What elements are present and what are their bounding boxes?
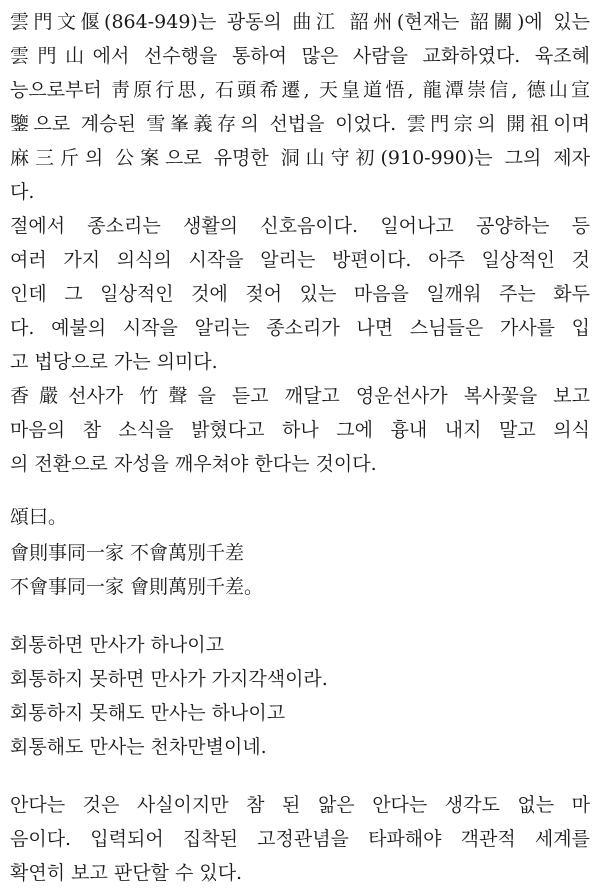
text-line: 다. bbox=[10, 181, 35, 203]
text-line: 여러 가지 의식의 시작을 알리는 방편이다. 아주 일상적인 것 bbox=[10, 249, 590, 271]
text-line: 雲門文偃(864-949)는 광동의 曲江 韶州(현재는 韶關)에 있는 bbox=[10, 11, 590, 33]
verse-translation-line: 회통하지 못하면 만사가 가지각색이라. bbox=[10, 668, 328, 690]
text-line: 의 전환으로 자성을 깨우쳐야 한다는 것이다. bbox=[10, 453, 377, 475]
verse-line: 會則事同一家 不會萬別千差 bbox=[10, 542, 245, 564]
verse-line: 不會事同一家 會則萬別千差。 bbox=[10, 576, 264, 598]
text-line: 다. 예불의 시작을 알리는 종소리가 나면 스님들은 가사를 입 bbox=[10, 317, 590, 339]
verse-translation-line: 회통하면 만사가 하나이고 bbox=[10, 634, 224, 656]
text-line: 香嚴선사가 竹聲을 듣고 깨달고 영운선사가 복사꽃을 보고 bbox=[10, 385, 590, 407]
text-line: 인데 그 일상적인 것에 젖어 있는 마음을 일깨워 주는 화두 bbox=[10, 283, 590, 305]
text-line: 능으로부터 靑原行思, 石頭希遷, 天皇道悟, 龍潭崇信, 德山宣 bbox=[10, 79, 590, 101]
text-line: 鑒으로 계승된 雪峯義存의 선법을 이었다. 雲門宗의 開祖이며 bbox=[10, 113, 590, 135]
text-line: 마음의 참 소식을 밝혔다고 하나 그에 흉내 내지 말고 의식 bbox=[10, 419, 590, 441]
text-line: 고 법당으로 가는 의미다. bbox=[10, 351, 218, 373]
text-line: 雲門山에서 선수행을 통하여 많은 사람을 교화하였다. 육조혜 bbox=[10, 45, 590, 67]
text-line: 확연히 보고 판단할 수 있다. bbox=[10, 862, 243, 884]
text-line: 안다는 것은 사실이지만 참 된 앎은 안다는 생각도 없는 마 bbox=[10, 794, 590, 816]
verse-heading: 頌曰。 bbox=[10, 506, 68, 528]
text-line: 麻三斤의 公案으로 유명한 洞山守初(910-990)는 그의 제자 bbox=[10, 147, 590, 169]
text-line: 절에서 종소리는 생활의 신호음이다. 일어나고 공양하는 등 bbox=[10, 215, 590, 237]
verse-translation-line: 회통하지 못해도 만사는 하나이고 bbox=[10, 702, 286, 724]
text-line: 음이다. 입력되어 집착된 고정관념을 타파해야 객관적 세계를 bbox=[10, 828, 590, 850]
verse-translation-line: 회통해도 만사는 천차만별이네. bbox=[10, 736, 267, 758]
